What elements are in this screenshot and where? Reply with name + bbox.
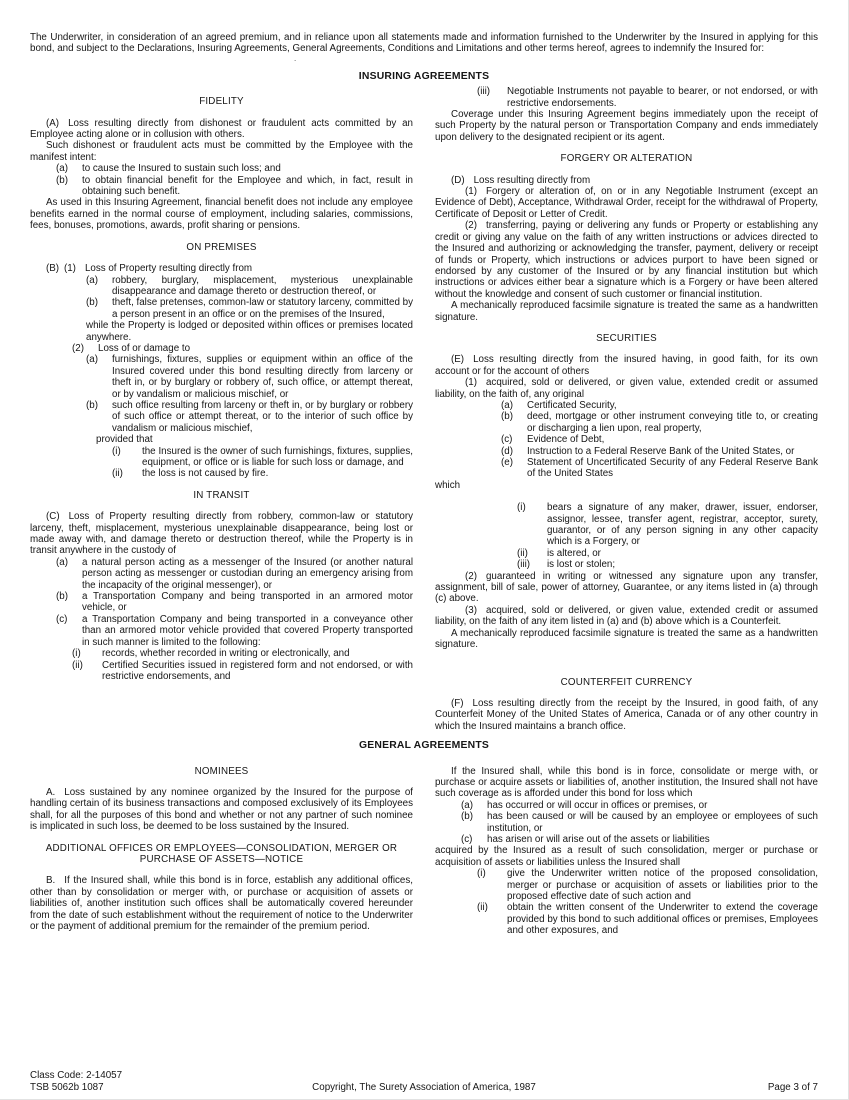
list-item-text: obtain the written consent of the Underwriter to extend the coverage provided by this bond to such additional offices or premises, Employees and other exposures, and (507, 902, 818, 937)
list-item-label: (a) (461, 799, 473, 811)
list-item-label: (a) (56, 163, 68, 175)
list-item-label: (2) (72, 342, 84, 354)
list-item-text: has occurred or will occur in offices or premises, or (487, 799, 708, 811)
list-item-text: give the Underwriter written notice of the proposed consolidation, merger or purchase or acquisition of assets or liabilities prior to the proposed effective date of such action and (507, 868, 818, 902)
copyright-line: Copyright, The Surety Association of America, 1987 (312, 1081, 536, 1093)
list-item (86, 354, 413, 400)
paragraph-label: (B) (1) (46, 263, 76, 275)
paragraph: A. Loss sustained by any nominee organized by the Insured for the purpose of handling certain of its business transactions and composed exclusively of its Employees shall, for all the purposes of this bond and whether or not any partner of such nominee is implicated in such loss, be deemed to be loss sustained by the Insured. (30, 786, 413, 833)
paragraph: (E) Loss resulting directly from the insured having, in good faith, for its own account or for the account of others (435, 354, 818, 377)
list-item-text: is lost or stolen; (547, 559, 616, 571)
list-item (517, 502, 818, 548)
paragraph-label: (F) (451, 697, 464, 709)
list-item-label: (c) (501, 434, 513, 446)
list-item (72, 343, 413, 354)
list-item-label: (i) (477, 868, 486, 880)
paragraph-label: (2) (465, 570, 477, 582)
list-item (86, 275, 413, 298)
section-heading: FORGERY OR ALTERATION (560, 153, 693, 165)
paragraph: (B) (1) Loss of Property resulting directly from (46, 263, 253, 275)
class-code: Class Code: 2-14057 (30, 1070, 123, 1082)
page-number: Page 3 of 7 (767, 1081, 818, 1093)
list-item-label: (iii) (477, 86, 491, 98)
list-item (56, 163, 413, 174)
list-item (96, 434, 413, 445)
section-heading: COUNTERFEIT CURRENCY (560, 676, 693, 688)
paragraph: (2) guaranteed in writing or witnessed any signature upon any transfer, assignment, bill of sale, power of attorney, Guarantee, or any items listed in (a) through (c) above. (435, 570, 818, 605)
list-item-text: a Transportation Company and being transported in an armored motor vehicle, or (82, 591, 413, 614)
list-item (461, 800, 818, 811)
list-item (86, 297, 413, 320)
list-item-label: (i) (112, 445, 121, 457)
list-item-label: (iii) (517, 559, 531, 571)
list-item-label: (b) (86, 399, 98, 411)
section-heading: NOMINEES (194, 765, 249, 777)
paragraph: B. If the Insured shall, while this bond is in force, establish any additional offices, other than by consolidation or merger with, or purchase or acquisition of assets or liabilities of, another institution such offices shall be automatically covered hereunder from the date of such establishment without the requirement of notice to the Underwriter or the payment of additional premium for the remainder of the premium period. (30, 875, 413, 932)
paragraph-label: B. (46, 875, 56, 887)
list-item (477, 868, 818, 902)
list-item-text: Instruction to a Federal Reserve Bank of the United States, or (527, 445, 795, 457)
paragraph-label: (2) (465, 220, 477, 232)
paragraph: acquired by the Insured as a result of such consolidation, merger or purchase or acquisition of assets or liabilities unless the Insured shall (435, 845, 818, 868)
list-item-text: bears a signature of any maker, drawer, issuer, endorser, assignor, lessee, transfer agent, registrar, acceptor, surety, guarantor, or of any person signing in any other capacity which is a Forgery, or (547, 502, 818, 548)
list-item-label: (c) (461, 833, 473, 845)
list-item-text: furnishings, fixtures, supplies or equipment within an office of the Insured covered under this bond resulting directly from larceny or theft in, or by burglary or robbery of, such office, or attempt thereat, or by vandalism or malicious mischief, or (112, 354, 413, 400)
paragraph: Such dishonest or fraudulent acts must be committed by the Employee with the manifest intent: (30, 140, 413, 163)
list-item-text: the loss is not caused by fire. (142, 468, 269, 480)
list-item-text: robbery, burglary, misplacement, mysterious unexplainable disappearance and damage thereto or destruction thereof, or (112, 274, 413, 297)
list-item (477, 902, 818, 936)
list-item-label: (a) (86, 354, 98, 366)
paragraph-label: (A) (46, 117, 60, 129)
list-item-text: records, whether recorded in writing or electronically, and (102, 648, 350, 660)
list-item-label: (ii) (477, 902, 488, 914)
list-item-text: to cause the Insured to sustain such loss; and (82, 163, 281, 175)
intro-paragraph: The Underwriter, in consideration of an agreed premium, and in reliance upon all statements made and information furnished to the Underwriter by the Insured in applying for this bond, and subject to the Declarations, Insuring Agreements, General Agreements, Conditions and Limitations and other terms hereof, agrees to indemnify the Insured for: (30, 32, 818, 55)
list-item-text: provided that (96, 434, 153, 446)
list-item-text: deed, mortgage or other instrument conveying title to, or creating or discharging a lien upon, real property, (527, 411, 818, 434)
paragraph: which (435, 479, 461, 491)
list-item-label: (b) (86, 297, 98, 309)
list-item (461, 834, 818, 845)
list-item-text: is altered, or (547, 547, 601, 559)
footer-left (30, 1070, 250, 1093)
section-heading: SECURITIES (596, 332, 657, 344)
list-item-text: the Insured is the owner of such furnishings, fixtures, supplies, equipment, or office or is liable for such loss or damage, and (142, 445, 413, 468)
list-item-label: (b) (461, 811, 473, 823)
list-item (56, 175, 413, 198)
list-item (461, 811, 818, 834)
list-item-label: (ii) (112, 468, 123, 480)
list-item-label: (d) (501, 445, 513, 457)
list-item-label: (e) (501, 457, 513, 468)
list-item-label: (ii) (517, 547, 528, 559)
paragraph-label: A. (46, 786, 56, 798)
insuring-agreements-section (30, 86, 818, 732)
list-item-text: has arisen or will arise out of the assets or liabilities (487, 833, 710, 845)
general-left-column (30, 756, 413, 937)
paragraph-label: (1) (465, 186, 477, 198)
list-item-text: while the Property is lodged or deposited within offices or premises located anywhere. (86, 320, 413, 343)
list-item (56, 591, 413, 614)
section-heading: ON PREMISES (186, 241, 257, 253)
paragraph: (D) Loss resulting directly from (451, 174, 591, 186)
list-item-text: a natural person acting as a messenger of the Insured (or another natural person acting as messenger or custodian during an emergency arising from the incapacity of the original messenger), or (82, 556, 413, 591)
section-heading: IN TRANSIT (193, 489, 250, 501)
list-item (56, 614, 413, 648)
paragraph-label: (C) (46, 511, 60, 523)
paragraph: If the Insured shall, while this bond is in force, consolidate or merge with, or purchase or acquire assets or liabilities of, another institution, the Insured shall not have such coverage as is afforded under this bond for loss which (435, 765, 818, 800)
list-item-text: a Transportation Company and being transported in a conveyance other than an armored motor vehicle provided that covered Property transported in such manner is limited to the following: (82, 613, 413, 648)
paragraph: (C) Loss of Property resulting directly from robbery, common-law or statutory larceny, theft, misplacement, mysterious unexplainable disappearance, being lost or made away with, and damage thereto or destruction thereof, while the Property is in transit anywhere in the custody of (30, 511, 413, 557)
list-item-text: Certified Securities issued in registered form and not endorsed, or with restrictive endorsements, and (102, 659, 413, 682)
list-item-label: (i) (72, 648, 81, 660)
list-item (72, 660, 413, 683)
insuring-right-column (435, 86, 818, 732)
list-item (517, 548, 818, 559)
insuring-left-column (30, 86, 413, 732)
paragraph: Coverage under this Insuring Agreement begins immediately upon the receipt of such Property by the natural person or Transportation Company and ends immediately upon delivery to the designated recipient or its agent. (435, 109, 818, 143)
list-item (501, 400, 818, 411)
paragraph: (1) Forgery or alteration of, on or in any Negotiable Instrument (except an Evidence of Debt), Acceptance, Withdrawal Order, receipt for the withdrawal of Property, Certificate of Deposit or Letter of Credit. (435, 186, 818, 220)
list-item-label: (b) (56, 591, 68, 603)
paragraph: (1) acquired, sold or delivered, or given value, extended credit or assumed liability, on the faith of, any original (435, 377, 818, 400)
list-item (501, 446, 818, 457)
list-item (112, 446, 413, 469)
paragraph: (A) Loss resulting directly from dishonest or fraudulent acts committed by an Employee acting alone or in collusion with others. (30, 117, 413, 141)
list-item-label: (i) (517, 502, 526, 514)
paragraph: (3) acquired, sold or delivered, or given value, extended credit or assumed liability, on the faith of any item listed in (a) and (b) above which is a Counterfeit. (435, 604, 818, 628)
paragraph-label: (1) (465, 377, 477, 389)
paragraph-label: (D) (451, 174, 465, 186)
form-number: TSB 5062b 1087 (30, 1081, 104, 1093)
list-item (501, 434, 818, 445)
list-item-text: theft, false pretenses, common-law or statutory larceny, committed by a person present in an office or on the premises of the Insured, (112, 297, 413, 320)
list-item (72, 648, 413, 659)
list-item (501, 457, 818, 480)
paragraph: A mechanically reproduced facsimile signature is treated the same as a handwritten signature. (435, 627, 818, 651)
list-item (56, 557, 413, 591)
paragraph-label: (3) (465, 604, 477, 616)
general-right-column (435, 756, 818, 937)
paragraph-label: (E) (451, 354, 465, 366)
paragraph: As used in this Insuring Agreement, financial benefit does not include any employee benefits earned in the normal course of employment, including salaries, commissions, fees, bonuses, promotions, awards, profit sharing or pensions. (30, 197, 413, 232)
paragraph: (2) transferring, paying or delivering any funds or Property or establishing any credit or giving any value on the faith of any written instructions or advices directed to the Insured and authorizing or acknowledging the transfer, payment, delivery or receipt of funds or Property, which instructions or advices purport to have been signed or endorsed by any customer of the Insured or by any financial institution but which instructions or advices either bear a signature which is a Forgery or have been altered without the knowledge and consent of such customer or financial institution. (435, 220, 818, 300)
list-item-label: (b) (501, 411, 513, 423)
list-item (112, 468, 413, 479)
list-item-label: (b) (56, 174, 68, 186)
list-item-text: such office resulting from larceny or theft in, or by burglary or robbery of such office or attempt thereat, or to the interior of such office by vandalism or malicious mischief, (112, 399, 413, 434)
list-item-text: to obtain financial benefit for the Employee and which, in fact, result in obtaining such benefit. (82, 174, 413, 198)
page-footer (30, 1070, 818, 1093)
list-item (517, 559, 818, 570)
list-item-text: Evidence of Debt, (527, 434, 605, 446)
section-heading: ADDITIONAL OFFICES OR EMPLOYEES—CONSOLIDATION, MERGER OR PURCHASE OF ASSETS—NOTICE (45, 842, 398, 865)
stray-mark: . (294, 53, 297, 63)
paragraph: A mechanically reproduced facsimile signature is treated the same as a handwritten signature. (435, 300, 818, 323)
list-item-text: Statement of Uncertificated Security of any Federal Reserve Bank of the United States (527, 457, 818, 480)
list-item-text: Certificated Security, (527, 399, 617, 411)
insuring-agreements-heading: INSURING AGREEMENTS (358, 70, 490, 82)
list-item (86, 400, 413, 434)
general-agreements-heading: GENERAL AGREEMENTS (358, 740, 490, 752)
list-item-label: (c) (56, 613, 68, 625)
list-item (86, 320, 413, 343)
list-item-label: (a) (501, 399, 513, 411)
list-item-text: Negotiable Instruments not payable to bearer, or not endorsed, or with restrictive endorsements. (507, 86, 818, 109)
paragraph: (F) Loss resulting directly from the receipt by the Insured, in good faith, of any Counterfeit Money of the United States of America, Canada or of any other country in which the Insured maintains a branch office. (435, 697, 818, 732)
list-item (477, 86, 818, 109)
list-item-label: (a) (86, 274, 98, 286)
list-item-label: (a) (56, 556, 68, 568)
section-heading: FIDELITY (199, 96, 244, 108)
list-item-text: has been caused or will be caused by an employee or employees of such institution, or (487, 811, 818, 834)
list-item-label: (ii) (72, 659, 83, 671)
list-item (501, 411, 818, 434)
general-agreements-section (30, 756, 818, 937)
list-item-text: Loss of or damage to (98, 342, 191, 354)
